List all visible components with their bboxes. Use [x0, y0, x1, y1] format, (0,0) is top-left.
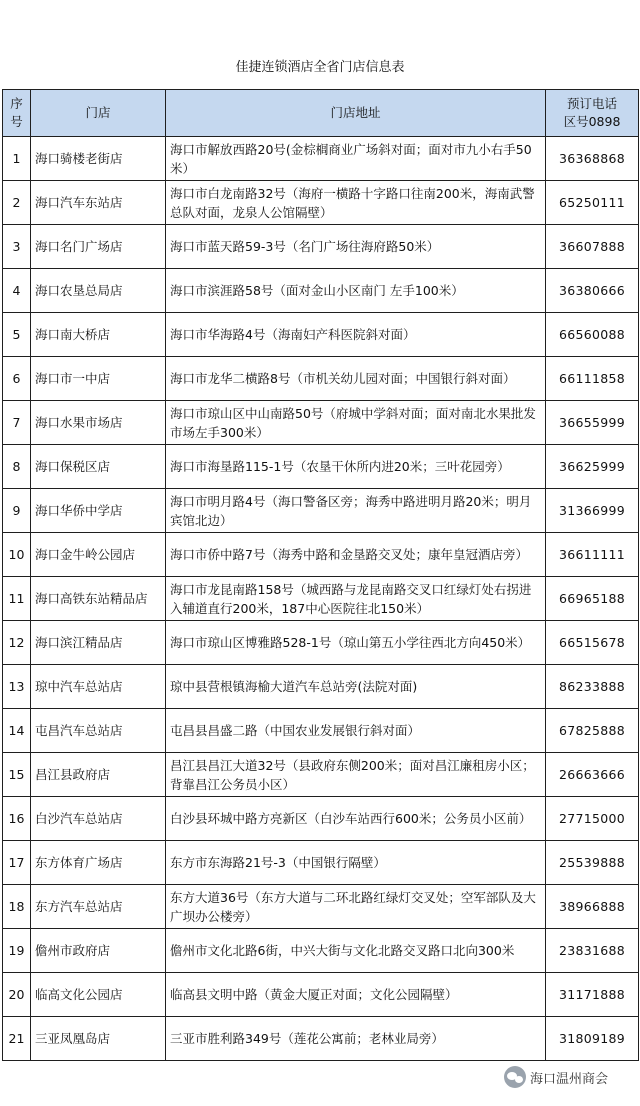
table-row	[3, 621, 639, 665]
row-no: 15	[3, 753, 31, 797]
table-row	[3, 357, 639, 401]
row-store: 三亚凤凰岛店	[31, 1017, 166, 1061]
row-store: 海口金牛岭公园店	[31, 533, 166, 577]
row-no: 5	[3, 313, 31, 357]
row-phone: 36611111	[546, 533, 639, 577]
table-row	[3, 709, 639, 753]
row-no: 8	[3, 445, 31, 489]
row-store: 白沙汽车总站店	[31, 797, 166, 841]
row-store: 海口华侨中学店	[31, 489, 166, 533]
table-row	[3, 137, 639, 181]
row-phone: 65250111	[546, 181, 639, 225]
row-no: 14	[3, 709, 31, 753]
row-address: 海口市琼山区博雅路528-1号（琼山第五小学往西北方向450米）	[166, 621, 546, 665]
table-header-row	[3, 90, 639, 137]
row-address: 海口市龙昆南路158号（城西路与龙昆南路交叉口红绿灯处右拐进入辅道直行200米，187中心医院往北150米）	[166, 577, 546, 621]
row-address: 海口市琼山区中山南路50号（府城中学斜对面；面对南北水果批发市场左手300米）	[166, 401, 546, 445]
row-address: 东方大道36号（东方大道与二环北路红绿灯交叉处；空军部队及大广坝办公楼旁）	[166, 885, 546, 929]
row-no: 7	[3, 401, 31, 445]
row-no: 6	[3, 357, 31, 401]
row-no: 16	[3, 797, 31, 841]
row-phone: 36368868	[546, 137, 639, 181]
table-row	[3, 885, 639, 929]
row-no: 3	[3, 225, 31, 269]
row-phone: 66515678	[546, 621, 639, 665]
header-address: 门店地址	[166, 90, 546, 137]
row-store: 海口农垦总局店	[31, 269, 166, 313]
row-store: 海口滨江精品店	[31, 621, 166, 665]
row-no: 21	[3, 1017, 31, 1061]
table-row	[3, 269, 639, 313]
row-store: 屯昌汽车总站店	[31, 709, 166, 753]
row-store: 海口汽车东站店	[31, 181, 166, 225]
row-no: 17	[3, 841, 31, 885]
row-address: 海口市华海路4号（海南妇产科医院斜对面）	[166, 313, 546, 357]
row-store: 海口高铁东站精品店	[31, 577, 166, 621]
row-store: 昌江县政府店	[31, 753, 166, 797]
row-address: 昌江县昌江大道32号（县政府东侧200米；面对昌江廉租房小区；背靠昌江公务员小区）	[166, 753, 546, 797]
row-address: 海口市白龙南路32号（海府一横路十字路口往南200米，海南武警总队对面，龙泉人公馆隔壁）	[166, 181, 546, 225]
row-no: 20	[3, 973, 31, 1017]
row-store: 临高文化公园店	[31, 973, 166, 1017]
row-address: 白沙县环城中路方亮新区（白沙车站西行600米；公务员小区前）	[166, 797, 546, 841]
row-no: 13	[3, 665, 31, 709]
row-address: 琼中县营根镇海榆大道汽车总站旁(法院对面)	[166, 665, 546, 709]
table-row	[3, 1017, 639, 1061]
table-row	[3, 533, 639, 577]
row-address: 海口市明月路4号（海口警备区旁；海秀中路进明月路20米；明月宾馆北边）	[166, 489, 546, 533]
table-body	[3, 137, 639, 1061]
row-store: 海口名门广场店	[31, 225, 166, 269]
row-no: 1	[3, 137, 31, 181]
table-row	[3, 181, 639, 225]
row-phone: 31366999	[546, 489, 639, 533]
table-row	[3, 665, 639, 709]
row-phone: 86233888	[546, 665, 639, 709]
row-store: 东方体育广场店	[31, 841, 166, 885]
header-store: 门店	[31, 90, 166, 137]
row-phone: 26663666	[546, 753, 639, 797]
row-store: 琼中汽车总站店	[31, 665, 166, 709]
header-phone: 预订电话 区号0898	[546, 90, 639, 137]
row-address: 海口市蓝天路59-3号（名门广场往海府路50米）	[166, 225, 546, 269]
row-no: 11	[3, 577, 31, 621]
row-phone: 38966888	[546, 885, 639, 929]
store-table	[2, 89, 639, 1061]
row-phone: 25539888	[546, 841, 639, 885]
row-phone: 66965188	[546, 577, 639, 621]
row-store: 海口保税区店	[31, 445, 166, 489]
row-store: 东方汽车总站店	[31, 885, 166, 929]
row-address: 东方市东海路21号-3（中国银行隔壁）	[166, 841, 546, 885]
table-row	[3, 797, 639, 841]
row-store: 海口市一中店	[31, 357, 166, 401]
watermark-text: 海口温州商会	[530, 1071, 609, 1087]
row-phone: 31809189	[546, 1017, 639, 1061]
table-row	[3, 753, 639, 797]
table-row	[3, 313, 639, 357]
row-address: 海口市龙华二横路8号（市机关幼儿园对面；中国银行斜对面）	[166, 357, 546, 401]
row-store: 海口南大桥店	[31, 313, 166, 357]
table-row	[3, 841, 639, 885]
header-no: 序 号	[3, 90, 31, 137]
table-row	[3, 401, 639, 445]
wechat-icon	[504, 1066, 526, 1088]
row-store: 海口骑楼老街店	[31, 137, 166, 181]
row-address: 儋州市文化北路6街，中兴大街与文化北路交叉路口北向300米	[166, 929, 546, 973]
row-no: 18	[3, 885, 31, 929]
table-row	[3, 973, 639, 1017]
watermark	[500, 1064, 612, 1090]
row-address: 三亚市胜利路349号（莲花公寓前；老林业局旁）	[166, 1017, 546, 1061]
row-no: 12	[3, 621, 31, 665]
row-phone: 36380666	[546, 269, 639, 313]
table-title: 佳捷连锁酒店全省门店信息表	[235, 60, 405, 75]
row-address: 海口市解放西路20号(金棕榈商业广场斜对面；面对市九小右手50米）	[166, 137, 546, 181]
row-no: 9	[3, 489, 31, 533]
row-store: 海口水果市场店	[31, 401, 166, 445]
row-no: 10	[3, 533, 31, 577]
row-phone: 27715000	[546, 797, 639, 841]
row-no: 2	[3, 181, 31, 225]
row-phone: 67825888	[546, 709, 639, 753]
row-address: 海口市侨中路7号（海秀中路和金垦路交叉处；康年皇冠酒店旁）	[166, 533, 546, 577]
table-row	[3, 225, 639, 269]
row-store: 儋州市政府店	[31, 929, 166, 973]
row-phone: 36607888	[546, 225, 639, 269]
row-phone: 66560088	[546, 313, 639, 357]
row-phone: 36625999	[546, 445, 639, 489]
row-phone: 23831688	[546, 929, 639, 973]
row-phone: 31171888	[546, 973, 639, 1017]
row-address: 海口市滨涯路58号（面对金山小区南门 左手100米）	[166, 269, 546, 313]
row-no: 19	[3, 929, 31, 973]
table-row	[3, 489, 639, 533]
row-no: 4	[3, 269, 31, 313]
row-phone: 36655999	[546, 401, 639, 445]
table-row	[3, 445, 639, 489]
row-phone: 66111858	[546, 357, 639, 401]
table-row	[3, 577, 639, 621]
row-address: 屯昌县昌盛二路（中国农业发展银行斜对面）	[166, 709, 546, 753]
table-row	[3, 929, 639, 973]
row-address: 海口市海垦路115-1号（农垦干休所内进20米；三叶花园旁）	[166, 445, 546, 489]
row-address: 临高县文明中路（黄金大厦正对面；文化公园隔壁）	[166, 973, 546, 1017]
